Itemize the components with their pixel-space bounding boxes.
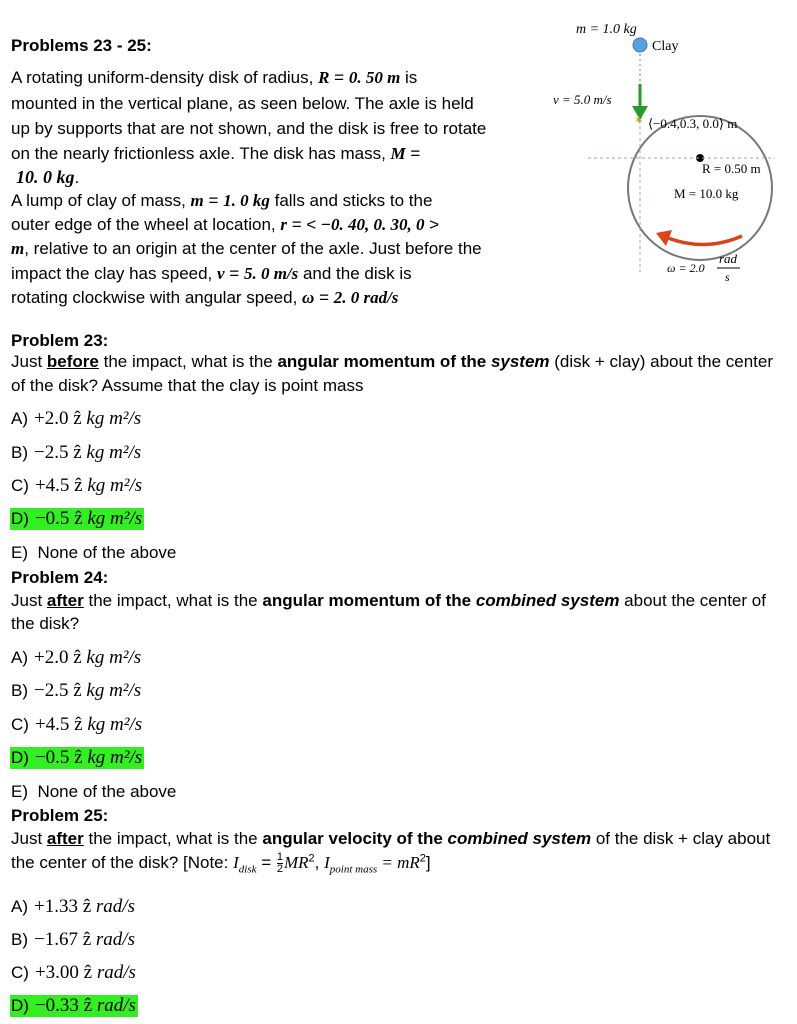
p25-choice-b[interactable]: B) −1.67 ẑ rad/s	[11, 929, 135, 950]
p24-choice-e[interactable]: E) None of the above	[11, 782, 177, 801]
clay-mass-label: m = 1.0 kg	[576, 22, 637, 37]
problem-25-question-line-1: Just after the impact, what is the angular velocity of the combined system of the disk + clay about	[11, 829, 771, 848]
p23-choice-a[interactable]: A) +2.0 ẑ kg m²/s	[11, 408, 142, 429]
clay-label: Clay	[652, 39, 679, 54]
problem-23-title: Problem 23:	[11, 331, 109, 350]
omega-unit-den: s	[725, 270, 730, 284]
intro-line-8: m, relative to an origin at the center of the axle. Just before the	[11, 239, 482, 258]
intro-line-4: on the nearly frictionless axle. The disk has mass, M =	[11, 144, 421, 163]
intro-line-9: impact the clay has speed, v = 5. 0 m/s and the disk is	[11, 264, 412, 283]
intro-line-3: up by supports that are not shown, and the disk is free to rotate	[11, 119, 487, 138]
problem-24-question-line-2: the disk?	[11, 614, 80, 633]
position-label: ⟨−0.4,0.3, 0.0⟩ m	[648, 116, 738, 131]
problem-25-title: Problem 25:	[11, 806, 109, 825]
radius-label: R = 0.50 m	[702, 161, 761, 176]
p24-choice-c[interactable]: C) +4.5 ẑ kg m²/s	[11, 714, 143, 735]
clay-ball-icon	[633, 38, 647, 52]
problem-23-question-line-1: Just before the impact, what is the angular momentum of the system (disk + clay) about the center	[11, 352, 774, 371]
problems-header: Problems 23 - 25:	[11, 36, 152, 55]
disk-diagram	[0, 0, 797, 300]
p23-choice-e[interactable]: E) None of the above	[11, 543, 177, 562]
intro-line-7: outer edge of the wheel at location, r = < −0. 40, 0. 30, 0 >	[11, 215, 440, 234]
p23-choice-d-correct[interactable]: D) −0.5 ẑ kg m²/s	[11, 508, 143, 529]
intro-line-6: A lump of clay of mass, m = 1. 0 kg falls and sticks to the	[11, 191, 433, 210]
intro-line-1: A rotating uniform-density disk of radius, R = 0. 50 m is	[11, 68, 418, 87]
velocity-label: v = 5.0 m/s	[553, 92, 612, 107]
p23-choice-c[interactable]: C) +4.5 ẑ kg m²/s	[11, 475, 143, 496]
omega-arrow-icon	[668, 236, 742, 245]
intro-line-2: mounted in the vertical plane, as seen below. The axle is held	[11, 94, 474, 113]
p24-choice-b[interactable]: B) −2.5 ẑ kg m²/s	[11, 680, 142, 701]
problem-24-question-line-1: Just after the impact, what is the angular momentum of the combined system about the center of	[11, 591, 766, 610]
p23-choice-b[interactable]: B) −2.5 ẑ kg m²/s	[11, 442, 142, 463]
p24-choice-a[interactable]: A) +2.0 ẑ kg m²/s	[11, 647, 142, 668]
intro-line-5: 10. 0 kg.	[16, 167, 80, 187]
p25-choice-d-correct[interactable]: D) −0.33 ẑ rad/s	[11, 995, 136, 1016]
problem-23-question-line-2: of the disk? Assume that the clay is point mass	[11, 376, 364, 395]
impact-point-icon: ✶	[634, 113, 645, 127]
p25-choice-c[interactable]: C) +3.00 ẑ rad/s	[11, 962, 136, 983]
omega-label: ω = 2.0	[667, 261, 705, 275]
problem-24-title: Problem 24:	[11, 568, 109, 587]
omega-unit-num: rad	[719, 251, 738, 266]
disk-mass-label: M = 10.0 kg	[674, 186, 739, 201]
p24-choice-d-correct[interactable]: D) −0.5 ẑ kg m²/s	[11, 747, 143, 768]
problem-25-question-line-2: the center of the disk? [Note: $I_{disk}$ = $\frac{1}{2}$ $MR^2$, $I_{point mass} = mR^2$]	[11, 851, 431, 876]
p25-choice-a[interactable]: A) +1.33 ẑ rad/s	[11, 896, 135, 917]
intro-line-10: rotating clockwise with angular speed, ω = 2. 0 rad/s	[11, 288, 399, 307]
